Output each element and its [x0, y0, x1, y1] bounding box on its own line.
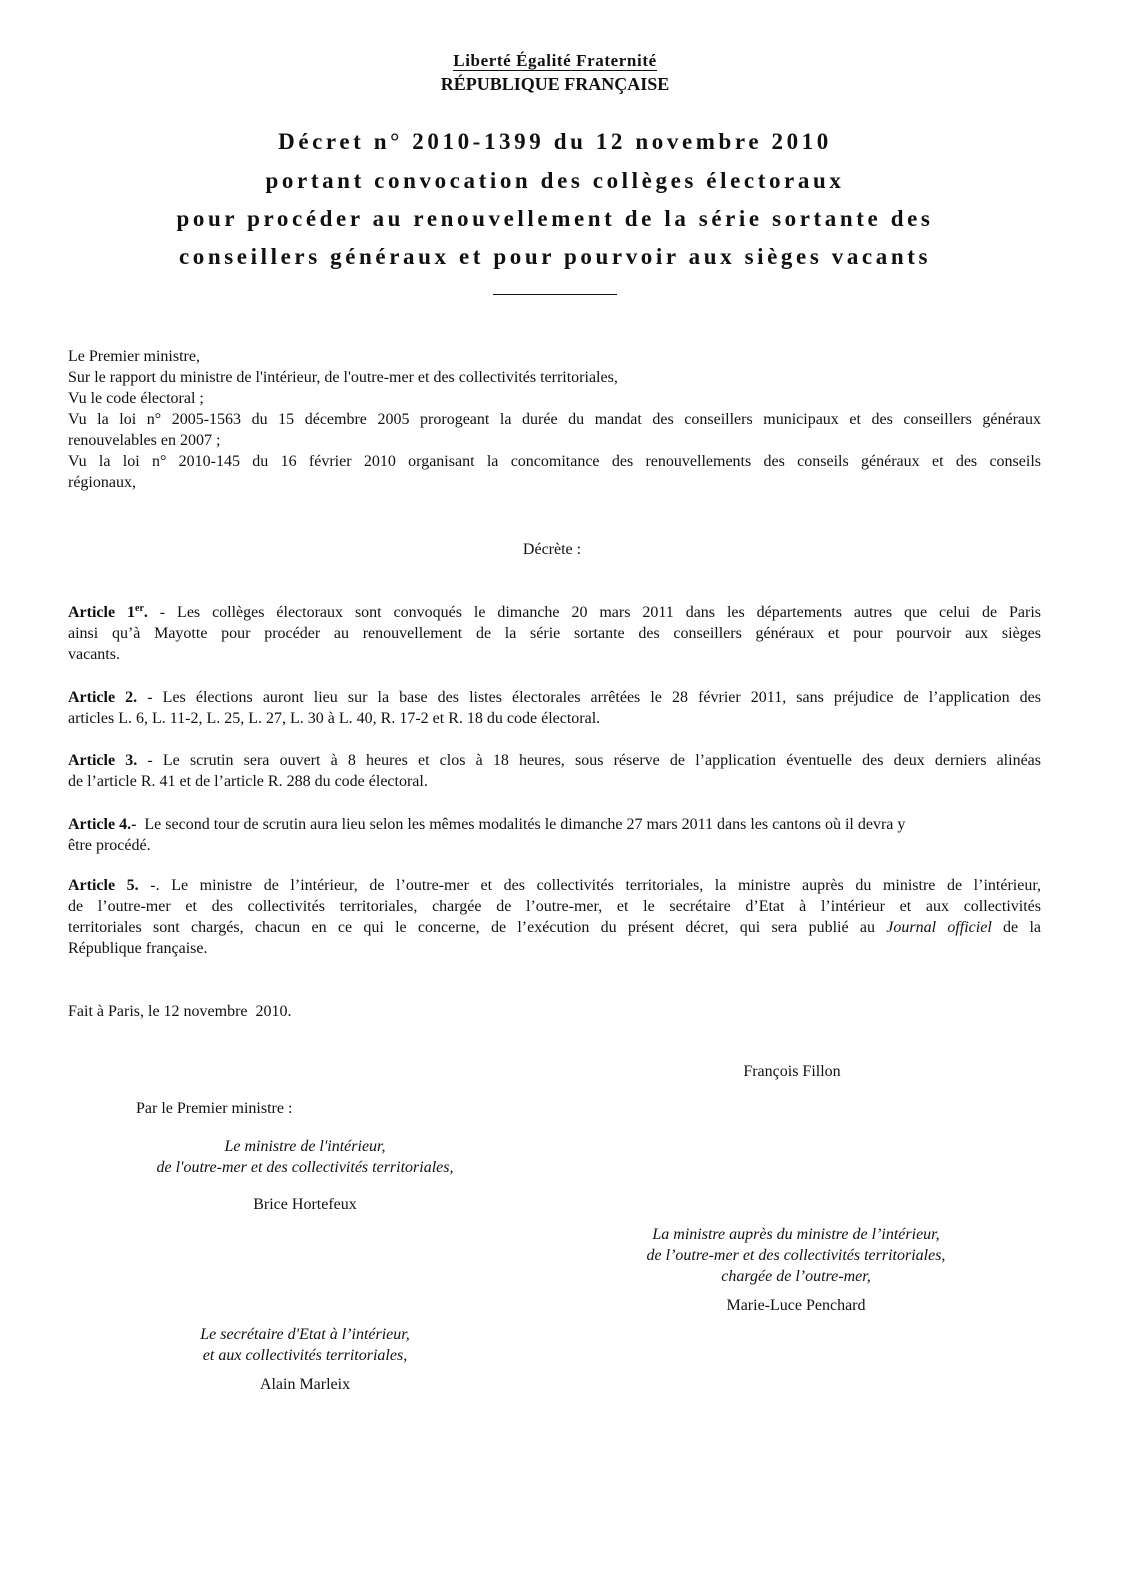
article-3 — [68, 750, 1041, 792]
article-line: Article 5. -. Le ministre de l’intérieur, de l’outre-mer et des collectivités territoriales, la ministre auprès du ministre de l’intérieur, — [68, 877, 1042, 894]
secretary-of-state-title-2: et aux collectivités territoriales, — [202, 1347, 408, 1364]
article-label: Article 3. — [68, 752, 138, 769]
decree-title-line-4: conseillers généraux et pour pourvoir aux sièges vacants — [178, 244, 932, 269]
preamble-line: renouvelables en 2007 ; — [68, 432, 221, 449]
motto-heading — [0, 50, 1110, 72]
article-line: Article 2. - Les élections auront lieu sur la base des listes électorales arrêtées le 28 février 2011, sans préjudice de l’application des — [68, 689, 1042, 706]
journal-officiel-text: Journal officiel — [886, 919, 992, 936]
by-prime-minister-line: Par le Premier ministre : — [136, 1100, 293, 1117]
article-line: être procédé. — [68, 837, 151, 854]
motto-text: Liberté Égalité Fraternité — [453, 51, 657, 70]
article-line: de l’article R. 41 et de l’article R. 288 du code électoral. — [68, 773, 428, 790]
secretary-of-state-title-1: Le secrétaire d'Etat à l’intérieur, — [200, 1326, 410, 1343]
article-label: Article 2. — [68, 689, 138, 706]
overseas-minister-title-1: La ministre auprès du ministre de l’intérieur, — [652, 1226, 940, 1243]
overseas-minister-title-2: de l’outre-mer et des collectivités territoriales, — [646, 1247, 946, 1264]
article-label: Article 5. — [68, 877, 139, 894]
article-2 — [68, 687, 1041, 729]
secretary-of-state-name: Alain Marleix — [259, 1376, 351, 1393]
interior-minister-title-2: de l'outre-mer et des collectivités territoriales, — [156, 1159, 454, 1176]
interior-minister-name: Brice Hortefeux — [253, 1196, 357, 1213]
article-line: territoriales sont chargés, chacun en ce qui le concerne, de l’exécution du présent décret, qui sera publié au Journal officiel de la — [68, 919, 1042, 936]
article-label: Article 1er. — [68, 603, 148, 621]
interior-minister-title-1: Le ministre de l'intérieur, — [224, 1138, 386, 1155]
article-1 — [68, 602, 1041, 665]
decree-title-line-1: Décret n° 2010-1399 du 12 novembre 2010 — [278, 129, 832, 154]
article-line: Article 4.- Le second tour de scrutin aura lieu selon les mêmes modalités le dimanche 27 mars 2011 dans les cantons où il devra y — [68, 816, 906, 833]
article-line: Article 1er. - Les collèges électoraux sont convoqués le dimanche 20 mars 2011 dans les départements autres que celui de Paris — [68, 603, 1041, 621]
done-at-line: Fait à Paris, le 12 novembre 2010. — [68, 1003, 292, 1020]
preamble-line: Vu la loi n° 2010-145 du 16 février 2010 organisant la concomitance des renouvellements des conseils généraux et des conseils — [68, 453, 1041, 470]
article-4 — [68, 814, 1033, 856]
republic-heading: RÉPUBLIQUE FRANÇAISE — [440, 74, 670, 94]
preamble-line: Vu la loi n° 2005-1563 du 15 décembre 2005 prorogeant la durée du mandat des conseillers municipaux et des conseillers généraux — [68, 411, 1041, 428]
title-divider — [493, 294, 617, 295]
article-line: vacants. — [68, 646, 120, 663]
decrete-heading: Décrète : — [522, 541, 582, 558]
article-line: de l’outre-mer et des collectivités territoriales, chargée de l’outre-mer, et le secrétaire d’Etat à l’intérieur et aux collectivités — [68, 898, 1041, 915]
preamble — [68, 346, 1041, 493]
decree-title-line-2: portant convocation des collèges électoraux — [265, 168, 845, 193]
preamble-line: Vu le code électoral ; — [68, 390, 204, 407]
article-line: Article 3. - Le scrutin sera ouvert à 8 heures et clos à 18 heures, sous réserve de l’application éventuelle des deux derniers alinéas — [68, 752, 1042, 769]
article-line: articles L. 6, L. 11-2, L. 25, L. 27, L. 30 à L. 40, R. 17-2 et R. 18 du code électoral. — [68, 710, 601, 727]
article-line: République française. — [68, 940, 208, 957]
overseas-minister-title-3: chargée de l’outre-mer, — [721, 1268, 871, 1285]
article-5 — [68, 875, 1041, 959]
prime-minister-name: François Fillon — [743, 1063, 841, 1080]
decree-title-line-3: pour procéder au renouvellement de la série sortante des — [176, 206, 934, 231]
preamble-line: Le Premier ministre, — [68, 348, 200, 365]
preamble-line: Sur le rapport du ministre de l'intérieur, de l'outre-mer et des collectivités territoriales, — [68, 369, 618, 386]
article-line: ainsi qu’à Mayotte pour procéder au renouvellement de la série sortante des conseillers généraux et pour pourvoir aux sièges — [68, 625, 1041, 642]
preamble-line: régionaux, — [68, 474, 136, 491]
article-label: Article 4.- — [68, 816, 137, 833]
overseas-minister-name: Marie-Luce Penchard — [726, 1297, 866, 1314]
